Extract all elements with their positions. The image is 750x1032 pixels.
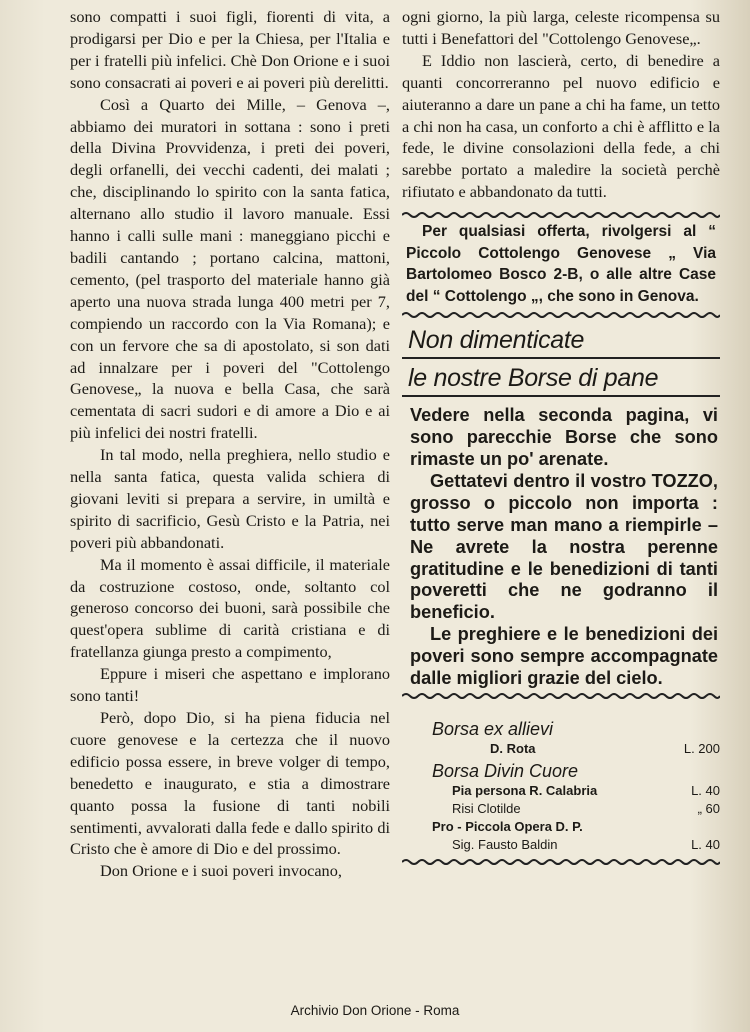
archive-footer: Archivio Don Orione - Roma — [290, 1003, 460, 1018]
donor-name: Risi Clotilde — [452, 800, 521, 816]
wavy-divider — [402, 311, 720, 319]
appeal-paragraph: Gettatevi dentro il vostro TOZZO, grosso o piccolo non importa : tutto serve man mano a riempirle – Ne avrete la nostra perenne gratitudine e le benedizioni di tanti poveretti che ne godranno il beneficio. — [410, 470, 718, 623]
donor-name: Pia persona R. Calabria — [452, 782, 598, 798]
donation-entry — [432, 740, 722, 758]
appeal-paragraph: Vedere nella seconda pagina, vi sono parecchie Borse che sono rimaste un po' arenate. — [410, 405, 718, 469]
donation-amount: „ 60 — [697, 800, 720, 816]
borsa-title: Borsa Divin Cuore — [432, 760, 579, 781]
left-paragraph: Così a Quarto dei Mille, – Genova –, abbiamo dei muratori in sottana : sono i preti della Divina Provvidenza, i preti dei poveri, degli orfanelli, dei vecchi cadenti, dei malati ; che, disciplinando lo spirito con la santa fatica, alternano allo studio il lavoro manuale. Essi hanno i calli sulle mani : maneggiano picchi e badili cantando ; portano calcina, mattoni, cemento, (pel trasporto del materiale hanno già aperto una nuova strada lunga 400 metri per 7, compiendo un raccordo con la Via Romana); e con un fervore che sa di apostolato, si son dati ad innalzare per i poveri del "Cottolengo Genovese„ la nuova e bella Casa, che sarà cementata di sacri sudori e di amore a Dio e ai più infelici dei nostri fratelli. — [70, 94, 390, 443]
left-paragraph: Eppure i miseri che aspettano e implorano sono tanti! — [70, 664, 390, 706]
left-paragraph: Ma il momento è assai difficile, il materiale da costruzione costoso, onde, soltanto col generoso concorso dei buoni, sarà possibile che quest'opera sublime di carità cristiana e di fratellanza giunga presto a compimento, — [70, 554, 390, 662]
donation-amount: L. 40 — [691, 782, 720, 798]
donation-amount: L. 40 — [691, 836, 720, 852]
donation-entry — [432, 782, 722, 800]
left-paragraph: sono compatti i suoi figli, fiorenti di vita, a prodigarsi per Dio e per la Chiesa, per l'Italia e per i fratelli più infelici. Chè Don Orione e i suoi sono consacrati ai poveri e ai poveri più derelitti. — [70, 7, 390, 92]
donation-entry — [432, 800, 722, 818]
appeal-paragraph: Le preghiere e le benedizioni dei poveri sono sempre accompagnate dalle migliori grazie del cielo. — [410, 624, 718, 689]
borsa-title: Borsa ex allievi — [432, 718, 554, 739]
wavy-divider — [402, 858, 720, 866]
wavy-divider — [402, 211, 720, 219]
intro-paragraph: E Iddio non lascierà, certo, di benedire a quanti concorreranno pel nuovo edificio e aiuteranno a dare un pane a chi ha fame, un tetto a chi non ha casa, un conforto a chi è afflitto e la fede, le divine consolazioni della fede, a chi sarebbe portato a maledire la società perchè rifiutato e abbandonato da tutti. — [402, 50, 720, 202]
headline-1: Non dimenticate — [408, 326, 585, 355]
donation-amount: L. 200 — [683, 740, 720, 756]
headline-2: le nostre Borse di pane — [408, 364, 659, 393]
appeal-text — [402, 397, 720, 690]
left-paragraph: In tal modo, nella preghiera, nello studio e nella santa fatica, questa valida schiera di giovani leviti si prepara a servire, in umiltà e spirito di sacrificio, Gesù Cristo e la Patria, nei poveri più abbandonati. — [70, 445, 390, 552]
left-column — [70, 6, 390, 882]
donation-entry — [432, 836, 722, 854]
donor-name: D. Rota — [490, 740, 536, 756]
headline-rule — [402, 357, 720, 359]
wavy-divider — [402, 692, 720, 700]
donor-name: Sig. Fausto Baldin — [452, 836, 558, 852]
right-column — [402, 6, 720, 866]
left-paragraph: Don Orione e i suoi poveri invocano, — [100, 861, 342, 881]
offer-notice — [402, 219, 720, 307]
donation-list — [402, 714, 722, 854]
pro-title: Pro - Piccola Opera D. P. — [432, 818, 583, 834]
notice-text: Per qualsiasi offerta, rivolgersi al “ Piccolo Cottolengo Genovese „ Via Bartolomeo Bosco 2-B, o alle altre Case del “ Cottolengo „, che sono in Genova. — [406, 223, 716, 305]
left-paragraph: Però, dopo Dio, si ha piena fiducia nel cuore genovese e la certezza che il nuovo edificio possa essere, in breve volger di tempo, benedetto e inaugurato, e stia a dimostrare quanto possa la fusione di tanti nobili sentimenti, avvalorati dalla fede e dallo spirito di Cristo che è amore di Dio e del prossimo. — [70, 708, 390, 859]
intro-paragraph: ogni giorno, la più larga, celeste ricompensa su tutti i Benefattori del "Cottolengo Genovese„. — [402, 7, 720, 48]
pro-title-row — [432, 818, 722, 836]
intro-text — [402, 6, 720, 203]
